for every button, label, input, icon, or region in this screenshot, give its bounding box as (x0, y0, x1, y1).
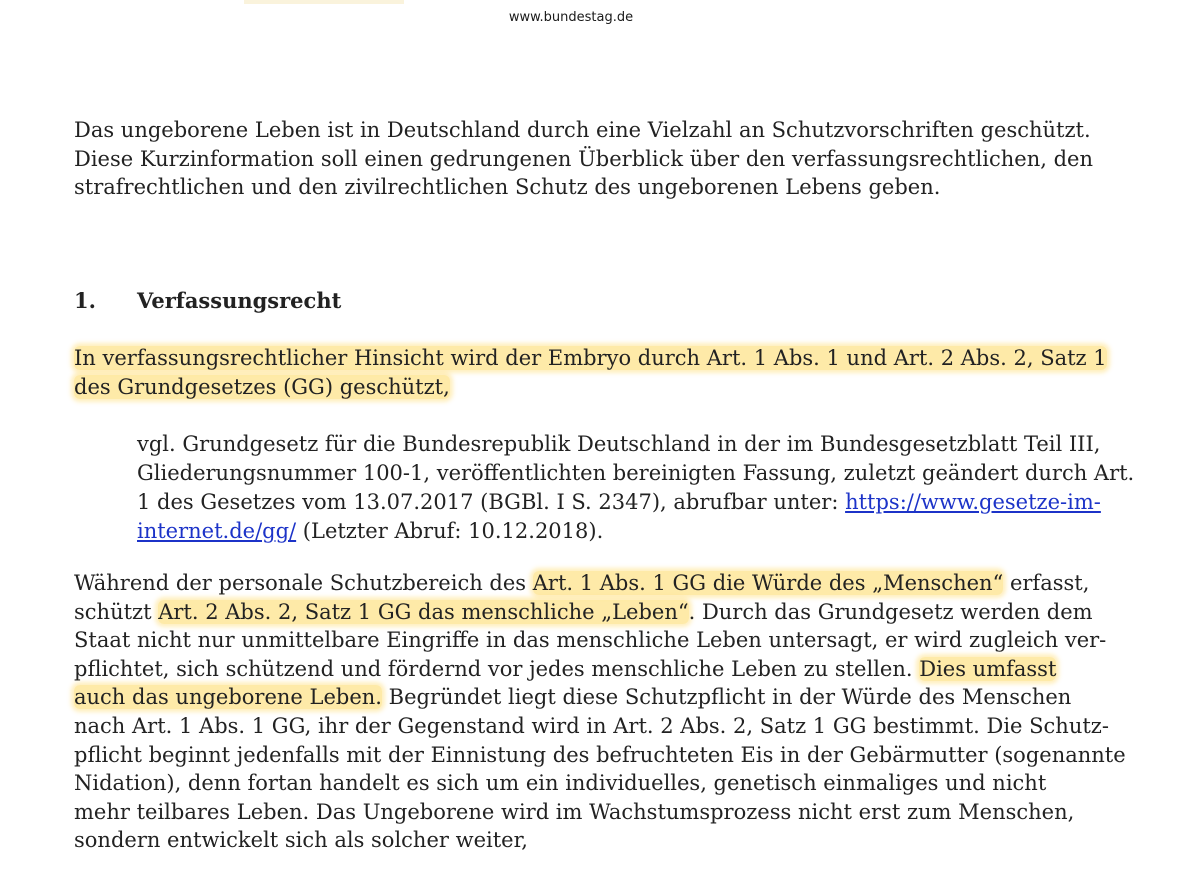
intro-paragraph: Das ungeborene Leben ist in Deutschland durch eine Vielzahl an Schutzvorschriften geschützt. Diese Kurzinformation soll einen gedrungenen Überblick über den verfassungsrechtlichen, den strafrechtlichen und den zivilrechtlichen Schutz des ungeborenen Lebens geben. (74, 118, 1093, 199)
main-line-10: sondern entwickelt sich als solcher weiter, (74, 828, 528, 853)
main-line-1a: Während der personale Schutzbereich des (74, 571, 533, 595)
main-line-1b: erfasst, (1003, 571, 1090, 595)
section-heading (74, 287, 341, 316)
main-line-4a: pflichtet, sich schützend und fördernd vor jedes menschliche Leben zu stellen. (74, 656, 920, 681)
section-title: Verfassungsrecht (137, 288, 342, 313)
main-line-8: Nidation), denn fortan handelt es sich um ein individuelles, genetisch einmaliges und nicht (74, 771, 1047, 796)
highlight-unborn-2: auch das ungeborene Leben. (74, 685, 382, 710)
citation-block (137, 430, 1137, 546)
main-line-2b: . Durch das Grundgesetz werden dem (688, 599, 1093, 624)
highlight-art2: Art. 2 Abs. 2, Satz 1 GG das menschliche „Leben“ (158, 599, 689, 624)
site-header: www.bundestag.de (508, 10, 634, 25)
section-number: 1. (74, 288, 96, 313)
main-line-6: nach Art. 1 Abs. 1 GG, ihr der Gegenstand wird in Art. 2 Abs. 2, Satz 1 GG bestimmt. Die Schutz- (74, 713, 1109, 738)
main-line-9: mehr teilbares Leben. Das Ungeborene wird im Wachstumsprozess nicht erst zum Menschen, (74, 799, 1075, 824)
highlight-art1: Art. 1 Abs. 1 GG die Würde des „Menschen“ (532, 571, 1004, 595)
main-line-2a: schützt (74, 599, 159, 624)
main-line-7: pflicht beginnt jedenfalls mit der Einnistung des befruchteten Eis in der Gebärmutter (sogenannte (74, 742, 1126, 767)
main-paragraph (74, 569, 1144, 855)
highlight-fragment (244, 0, 404, 4)
constitution-paragraph (74, 344, 1144, 401)
main-line-3: Staat nicht nur unmittelbare Eingriffe in das menschliche Leben untersagt, er wird zugleich ver- (74, 628, 1107, 653)
highlight-unborn-1: Dies umfasst (919, 656, 1057, 681)
citation-suffix: (Letzter Abruf: 10.12.2018). (296, 519, 604, 543)
citation-link[interactable]: https://www.gesetze-im-internet.de/gg/ (137, 490, 1101, 543)
highlight-constitution-2: des Grundgesetzes (GG) geschützt, (74, 374, 450, 399)
highlight-constitution-1: In verfassungsrechtlicher Hinsicht wird der Embryo durch Art. 1 Abs. 1 und Art. 2 Abs. 2, Satz 1 (74, 346, 1107, 370)
main-line-5: Begründet liegt diese Schutzpflicht in der Würde des Menschen (381, 685, 1072, 710)
citation-text: vgl. Grundgesetz für die Bundesrepublik Deutschland in der im Bundesgesetzblatt Teil III, Gliederungsnummer 100-1, veröffentlichten bereinigten Fassung, zuletzt geändert durch Art. 1 des Gesetzes vom 13.07.2017 (BGBl. I S. 2347), abrufbar unter: (137, 432, 1135, 514)
